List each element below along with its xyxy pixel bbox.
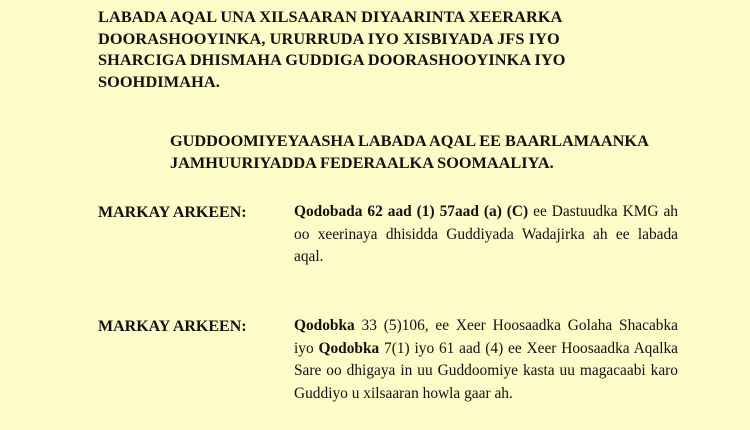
- clause-text: [294, 315, 678, 405]
- clause-label: MARKAY ARKEEN:: [98, 204, 247, 221]
- clause-text-normal: ee Dastuudka KMG ah oo xeerinaya dhisidda Guddiyada Wadajirka ah ee labada aqal.: [294, 203, 678, 265]
- clause-text-bold: Qodobka: [294, 317, 355, 334]
- clause-text: [294, 201, 678, 269]
- clause-text-bold: Qodobada 62 aad (1) 57aad (a) (C): [294, 203, 529, 220]
- document-heading: LABADA AQAL UNA XILSAARAN DIYAARINTA XEERARKA DOORASHOOYINKA, URURRUDA IYO XISBIYADA JFS IYO SHARCIGA DHISMAHA GUDDIGA DOORASHOOYINKA IYO SOOHDIMAHA.: [98, 7, 566, 91]
- clause-label: MARKAY ARKEEN:: [98, 318, 247, 335]
- clause-text-normal: 33 (5)106, ee Xeer Hoosaadka Golaha Shacabka iyo: [294, 317, 678, 357]
- clause-text-normal: 7(1) iyo 61 aad (4) ee Xeer Hoosaadka Aqalka Sare oo dhigaya in uu Guddoomiye kasta uu magacaabi karo Guddiyo u xilsaaran howla gaar ah.: [294, 339, 679, 402]
- clause-text-bold: Qodobka: [318, 339, 380, 357]
- document-subheading: GUDDOOMIYEYAASHA LABADA AQAL EE BAARLAMAANKA JAMHUURIYADDA FEDERAALKA SOOMAALIYA.: [170, 131, 648, 172]
